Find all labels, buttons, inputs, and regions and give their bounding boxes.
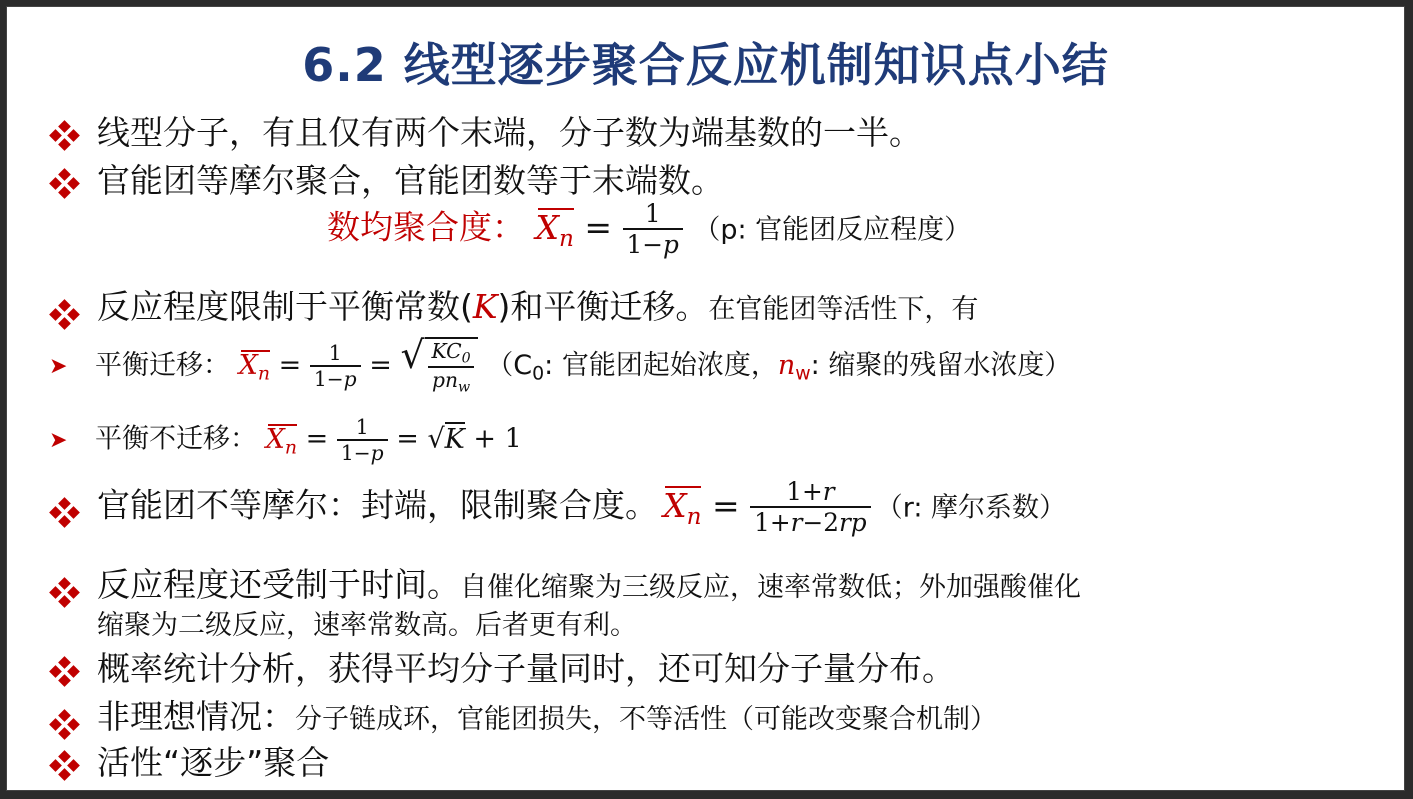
list-item-5-continuation: 缩聚为二级反应，速率常数高。后者更有利。 [97,610,637,641]
fraction: $\frac{1}{1-p}$ [623,199,683,259]
diamond-bullet-icon [49,710,81,738]
diamond-bullet-icon [49,169,81,197]
list-item-6: 概率统计分析，获得平均分子量同时，还可知分子量分布。 [49,643,955,690]
diamond-bullet-icon [49,578,81,606]
list-item-1 [49,107,922,154]
diamond-bullet-icon [49,657,81,685]
page-title: 6.2 线型逐步聚合反应机制知识点小结 [302,38,1109,92]
list-item-2 [49,155,724,202]
item-text: 线型分子，有且仅有两个末端，分子数为端基数的一半。 [97,113,922,152]
diamond-bullet-icon [49,300,81,328]
diamond-bullet-icon [49,121,81,149]
formula-label: 数均聚合度： [327,207,525,247]
xn-symbol: $X_n$ [535,207,574,252]
list-item-7: 非理想情况：分子链成环，官能团损失，不等活性（可能改变聚合机制） [49,691,997,738]
list-item-3: 反应程度限制于平衡常数(K)和平衡迁移。在官能团等活性下，有 [49,281,978,328]
slide [6,6,1405,791]
sub-item-equilibrium-shift: ➤ 平衡迁移： $X_n$ = $\frac{1}{1-p}$ = √ $\frac{KC_0}{pn_w}$ （$C_0$: 官能团起始浓度，$n_w$: 缩聚的残留水浓度） [49,333,1072,396]
arrow-bullet-icon: ➤ [49,353,68,379]
sqrt-expression: √ $\frac{KC_0}{pn_w}$ [400,337,477,396]
arrow-bullet-icon: ➤ [49,427,68,453]
diamond-bullet-icon [49,751,81,779]
item-text: 官能团等摩尔聚合，官能团数等于末端数。 [97,161,724,200]
formula-number-average: 数均聚合度： $X_n$ = $\frac{1}{1-p}$ （p: 官能团反应程度） [327,199,972,259]
sub-item-no-shift: ➤ 平衡不迁移： $X_n$ = $\frac{1}{1-p}$ = √K + 1 [49,415,522,465]
list-item-4: 官能团不等摩尔：封端，限制聚合度。 $X_n$ = $\frac{1+r}{1+r-2rp}$ （r: 摩尔系数） [49,477,1066,537]
list-item-5: 反应程度还受制于时间。自催化缩聚为三级反应，速率常数低；外加强酸催化 [49,559,1081,606]
formula-note: （p: 官能团反应程度） [693,214,972,246]
diamond-bullet-icon [49,498,81,526]
list-item-8: 活性“逐步”聚合 [49,737,329,784]
